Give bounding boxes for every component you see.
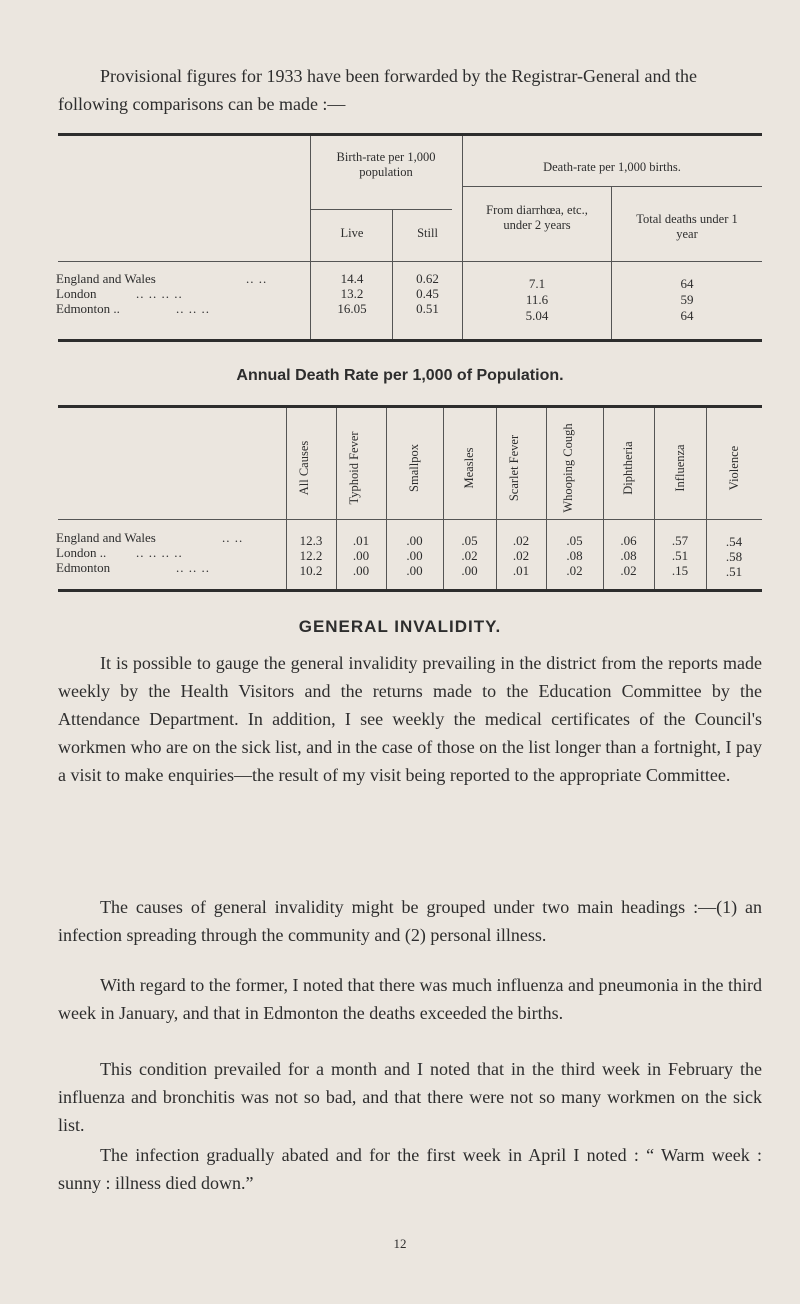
col-all-causes: All Causes	[297, 440, 311, 496]
death-rate-header: Death-rate per 1,000 births.	[543, 160, 681, 174]
table1-top-rule	[58, 133, 762, 136]
paragraph-3: With regard to the former, I noted that there was much influenza and pneumonia in the third week in January, and that in Edmonton the deaths exceeded the births.	[58, 975, 762, 1023]
total-deaths-header: Total deaths under 1 year	[636, 212, 738, 241]
table2-title: Annual Death Rate per 1,000 of Population.	[236, 367, 564, 384]
paragraph-5: The infection gradually abated and for the first week in April I noted : “ Warm week : sunny : illness died down.”	[58, 1145, 762, 1193]
col-whooping-cough: Whooping Cough	[561, 423, 575, 513]
col-typhoid-fever: Typhoid Fever	[347, 431, 361, 505]
document-page: Provisional figures for 1933 have been forwarded by the Registrar-General and the following comparisons can be made :— Birth-rate per 1,000 population Death-rate per 1,000 births. Live Still From diarrhœa, etc., under 2 years Total deaths under 1 year England and Wales .. .. 14.4 0.62 7.1 64 London .. .. .. .. 13.2 0.45 11.6 59 Edmonton .. .. .. .. 16.05 0.51 5.04 64 Annual Death Rate per 1,000 of Population. All Causes Typhoid Fever Smallpox Measles Scarlet Fever Whooping Cough Diphtheria Influenza Violence England and Wales .. .. 12.3 .01 .00 .05 .02 .05 .06 .57 .54 London .. .. .. .. .. 12.2 .00 .00 .02 .02 .08 .08 .51 .58 Edmonton .. .. .. 10.2 .00 .00 .00 .01 .02 .02 .15 .51 GENERAL INVALIDITY. It is possible to gauge the general invalidity prevailing in the district from the reports made weekly by the Health Visitors and the returns made to the Education Committee by the Attendance Department. In addition, I see weekly the medical certificates of the Council's workmen who are on the sick list, and in the case of those on the list longer than a fortnight, I pay a visit to make enquiries—the result of my visit being reported to the appropriate Committee. The causes of general invalidity might be grouped under two main headings :—(1) an infection spreading through the community and (2) personal illness. With regard to the former, I noted that there was much influenza and pneumonia in the third week in January, and that in Edmonton the deaths exceeded the births. This condition prevailed for a month and I noted that in the third week in February the influenza and bronchitis was not so bad, and that there were not so many workmen on the sick list. The infection gradually abated and for the first week in April I noted : “ Warm week : sunny : illness died down.” 12	[0, 0, 800, 1304]
paragraph-2: The causes of general invalidity might be grouped under two main headings :—(1) an infection spreading through the community and (2) personal illness.	[58, 897, 762, 945]
col-scarlet-fever: Scarlet Fever	[507, 434, 521, 502]
still-header: Still	[417, 226, 438, 240]
table2-bottom-rule	[58, 589, 762, 592]
birth-rate-header: Birth-rate per 1,000 population	[336, 150, 436, 179]
table1-bottom-rule	[58, 339, 762, 342]
diarrhoea-header: From diarrhœa, etc., under 2 years	[486, 203, 588, 232]
col-influenza: Influenza	[673, 444, 687, 492]
intro-paragraph: Provisional figures for 1933 have been forwarded by the Registrar-General and the following comparisons can be made :—	[58, 66, 697, 114]
col-measles: Measles	[462, 447, 476, 489]
page-number: 12	[393, 1236, 407, 1251]
col-diphtheria: Diphtheria	[621, 441, 635, 495]
section-heading: GENERAL INVALIDITY.	[298, 617, 502, 636]
col-violence: Violence	[727, 445, 741, 491]
col-smallpox: Smallpox	[407, 444, 421, 492]
live-header: Live	[340, 226, 364, 240]
paragraph-4: This condition prevailed for a month and I noted that in the third week in February the influenza and bronchitis was not so bad, and that there were not so many workmen on the sick list.	[58, 1059, 762, 1135]
paragraph-1: It is possible to gauge the general invalidity prevailing in the district from the reports made weekly by the Health Visitors and the returns made to the Education Committee by the Attendance Department. In addition, I see weekly the medical certificates of the Council's workmen who are on the sick list, and in the case of those on the list longer than a fortnight, I pay a visit to make enquiries—the result of my visit being reported to the appropriate Committee.	[58, 653, 762, 785]
